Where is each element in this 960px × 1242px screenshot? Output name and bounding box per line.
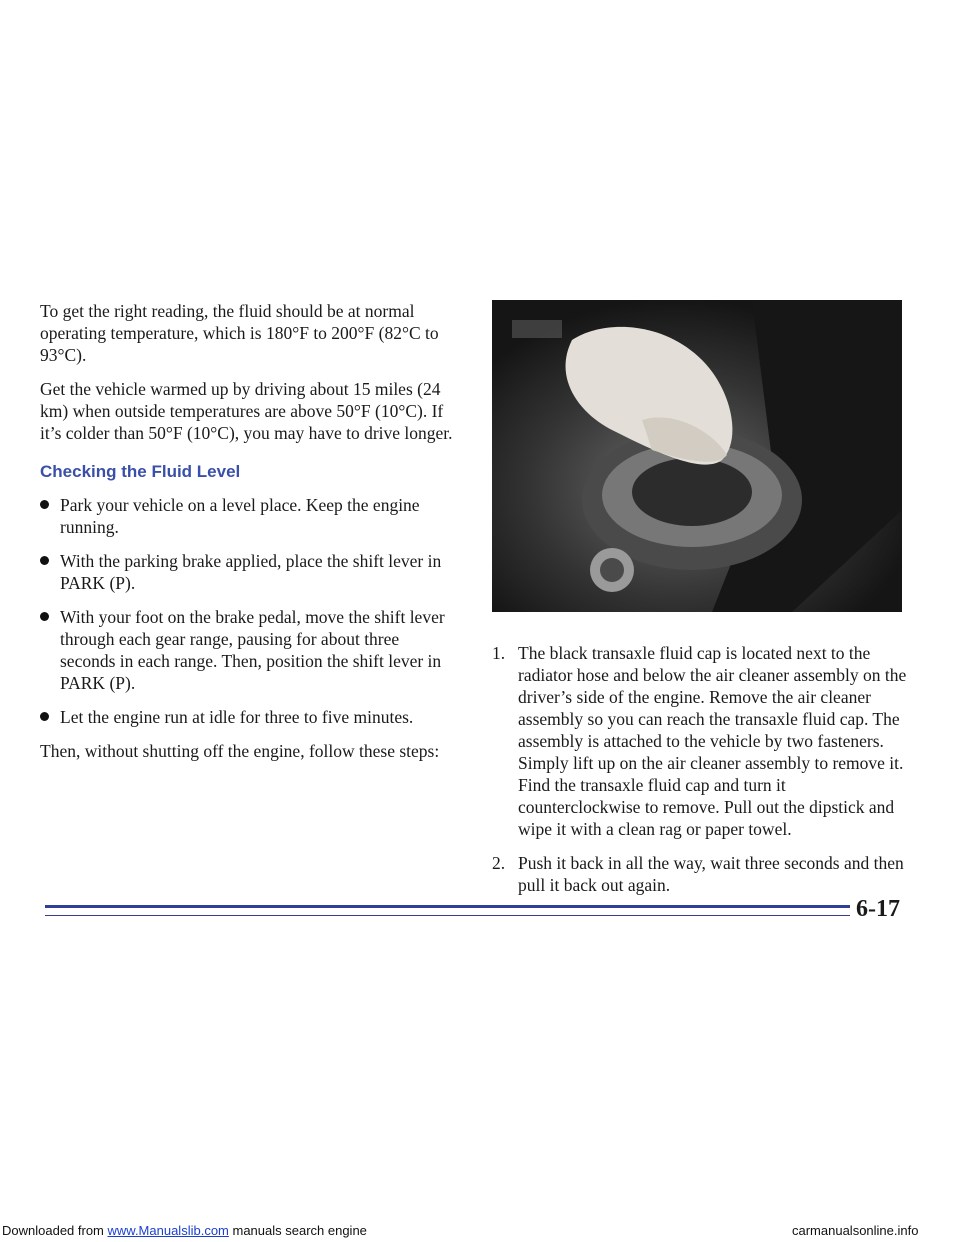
warmup-paragraph: Get the vehicle warmed up by driving about 15 miles (24 km) when outside temperatures are above 50°F (10°C). If it’s colder than 50°F (10°C), you may have to drive longer.: [40, 379, 453, 443]
bullet-dot-icon: [40, 612, 49, 621]
download-footer: Downloaded from www.Manualslib.com manuals search engine: [2, 1223, 367, 1238]
bullet-item: With your foot on the brake pedal, move the shift lever through each gear range, pausing for about three seconds in each range. Then, position the shift lever in PARK (P).: [40, 606, 458, 694]
page-number: 6-17: [856, 896, 900, 922]
engine-photo-illustration: [492, 300, 902, 612]
step-item: 1. The black transaxle fluid cap is located next to the radiator hose and below the air cleaner assembly on the driver’s side of the engine. Remove the air cleaner assembly so you can reach the transaxle fluid cap. The assembly is attached to the vehicle by two fasteners. Simply lift up on the air cleaner assembly to remove it. Find the transaxle fluid cap and turn it counterclockwise to remove. Pull out the dipstick and wipe it with a clean rag or paper towel.: [492, 643, 907, 839]
watermark-text: carmanualsonline.info: [792, 1223, 919, 1238]
bullet-item: Let the engine run at idle for three to five minutes.: [40, 706, 458, 728]
left-column: [40, 300, 458, 774]
bullet-dot-icon: [40, 712, 49, 721]
page-rule-thin: [45, 915, 850, 916]
bullet-dot-icon: [40, 556, 49, 565]
engine-photo: [492, 300, 902, 612]
bullet-item: With the parking brake applied, place the shift lever in PARK (P).: [40, 550, 458, 594]
steps-intro-paragraph: Then, without shutting off the engine, follow these steps:: [40, 741, 440, 761]
page-rule-thick: [45, 905, 850, 908]
step-list: [492, 642, 912, 896]
right-column: [492, 300, 912, 908]
manualslib-link[interactable]: www.Manualslib.com: [107, 1223, 229, 1238]
bullet-dot-icon: [40, 500, 49, 509]
bullet-item: Park your vehicle on a level place. Keep the engine running.: [40, 494, 458, 538]
step-item: 2. Push it back in all the way, wait three seconds and then pull it back out again.: [492, 853, 904, 895]
intro-paragraph: To get the right reading, the fluid should be at normal operating temperature, which is 180°F to 200°F (82°C to 93°C).: [40, 301, 439, 365]
section-heading: Checking the Fluid Level: [40, 462, 241, 481]
bullet-list: [40, 494, 458, 728]
